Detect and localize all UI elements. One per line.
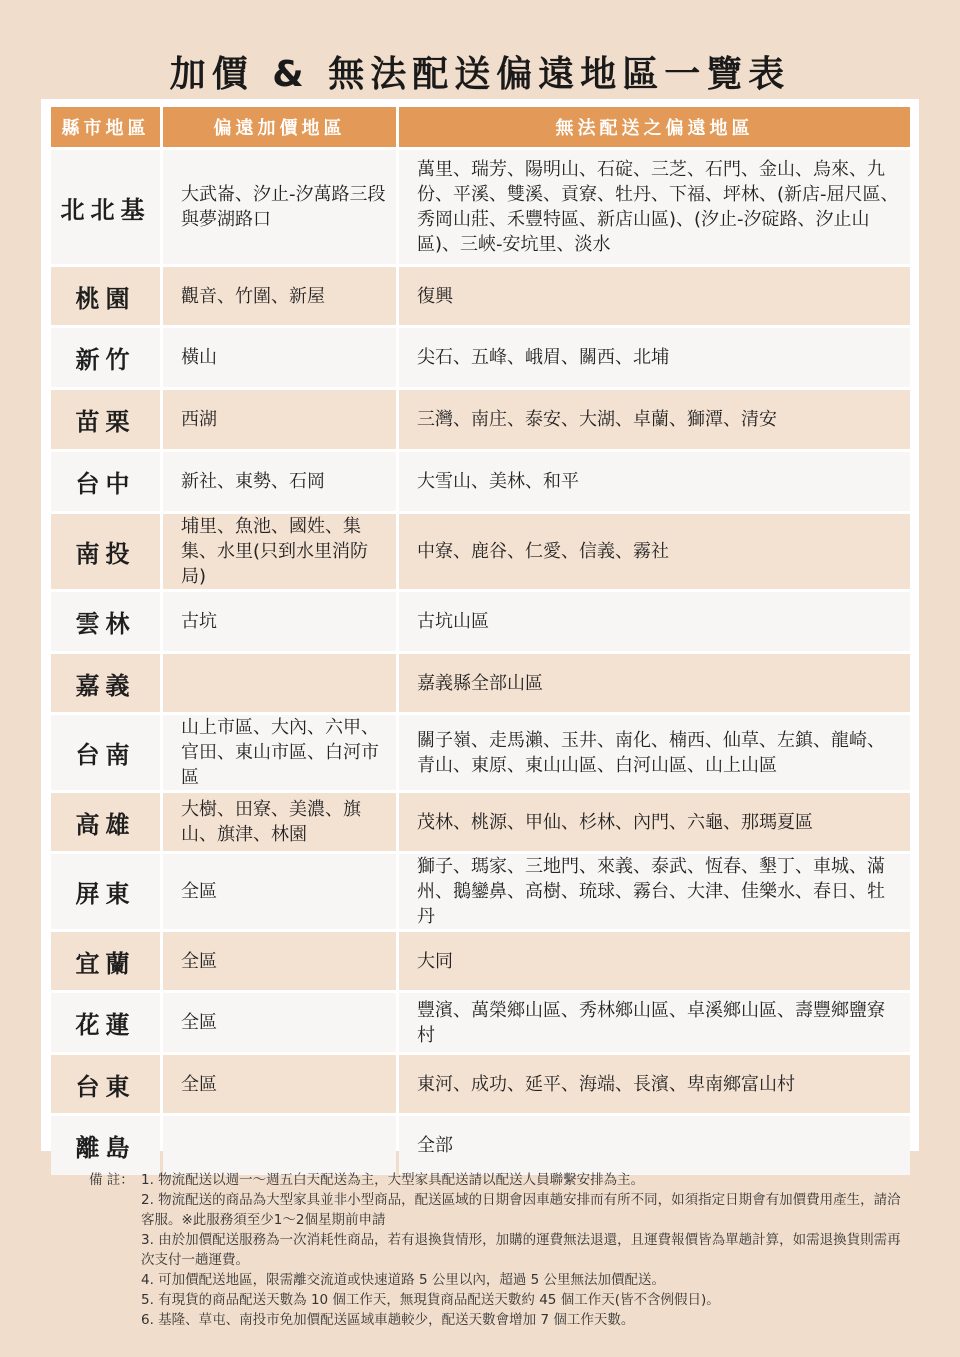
county-cell: 花蓮 (51, 993, 160, 1052)
table-row (51, 1055, 910, 1113)
no-delivery-cell: 關子嶺、走馬瀨、玉井、南化、楠西、仙草、左鎮、龍崎、青山、東原、東山山區、白河山區、山上山區 (399, 715, 910, 790)
county-cell: 台南 (51, 715, 160, 790)
no-delivery-cell: 嘉義縣全部山區 (399, 654, 910, 712)
table-row (51, 715, 910, 790)
table-row (51, 267, 910, 325)
table-row (51, 150, 910, 264)
no-delivery-cell: 古坑山區 (399, 592, 910, 651)
county-cell: 新竹 (51, 328, 160, 387)
county-cell: 北北基 (51, 150, 160, 264)
note-item: 6. 基隆、草屯、南投市免加價配送區域車趟較少，配送天數會增加 7 個工作天數。 (141, 1312, 635, 1328)
surcharge-cell: 大樹、田寮、美濃、旗山、旗津、林園 (163, 793, 396, 851)
header-surcharge: 偏遠加價地區 (163, 107, 396, 147)
county-cell: 苗栗 (51, 390, 160, 449)
table-row (51, 932, 910, 990)
county-cell: 南投 (51, 514, 160, 589)
table-row (51, 514, 910, 589)
no-delivery-cell: 復興 (399, 267, 910, 325)
note-item: 2. 物流配送的商品為大型家具並非小型商品，配送區域的日期會因車趟安排而有所不同，如須指定日期會有加價費用產生，請洽客服。※此服務須至少1～2個星期前申請 (141, 1192, 901, 1228)
surcharge-cell: 全區 (163, 1055, 396, 1113)
table-row (51, 1116, 910, 1175)
surcharge-cell (163, 1116, 396, 1175)
notes-list (141, 1170, 911, 1330)
no-delivery-cell: 茂林、桃源、甲仙、杉林、內門、六龜、那瑪夏區 (399, 793, 910, 851)
county-cell: 桃園 (51, 267, 160, 325)
surcharge-cell: 全區 (163, 854, 396, 929)
county-cell: 高雄 (51, 793, 160, 851)
county-cell: 離島 (51, 1116, 160, 1175)
surcharge-cell (163, 654, 396, 712)
table-row (51, 452, 910, 511)
table-row (51, 390, 910, 449)
page-title: 加價 & 無法配送偏遠地區一覽表 (169, 54, 791, 95)
no-delivery-cell: 中寮、鹿谷、仁愛、信義、霧社 (399, 514, 910, 589)
surcharge-cell: 埔里、魚池、國姓、集集、水里(只到水里消防局) (163, 514, 396, 589)
note-item: 5. 有現貨的商品配送天數為 10 個工作天，無現貨商品配送天數約 45 個工作天(皆不含例假日)。 (141, 1292, 720, 1308)
table-row (51, 592, 910, 651)
surcharge-cell: 全區 (163, 932, 396, 990)
county-cell: 雲林 (51, 592, 160, 651)
county-cell: 台中 (51, 452, 160, 511)
county-cell: 嘉義 (51, 654, 160, 712)
no-delivery-cell: 全部 (399, 1116, 910, 1175)
county-cell: 屏東 (51, 854, 160, 929)
no-delivery-cell: 豐濱、萬榮鄉山區、秀林鄉山區、卓溪鄉山區、壽豐鄉鹽寮村 (399, 993, 910, 1052)
table-panel (41, 99, 919, 1162)
note-item: 1. 物流配送以週一～週五白天配送為主，大型家具配送請以配送人員聯繫安排為主。 (141, 1172, 645, 1188)
surcharge-cell: 西湖 (163, 390, 396, 449)
surcharge-cell: 大武崙、汐止-汐萬路三段與夢湖路口 (163, 150, 396, 264)
notes-label: 備 註： (89, 1172, 134, 1188)
note-item: 4. 可加價配送地區，限需離交流道或快速道路 5 公里以內，超過 5 公里無法加價配送。 (141, 1272, 666, 1288)
surcharge-cell: 山上市區、大內、六甲、官田、東山市區、白河市區 (163, 715, 396, 790)
surcharge-cell: 古坑 (163, 592, 396, 651)
table-header-row (51, 107, 910, 147)
no-delivery-cell: 尖石、五峰、峨眉、關西、北埔 (399, 328, 910, 387)
header-county: 縣市地區 (51, 107, 160, 147)
no-delivery-cell: 獅子、瑪家、三地門、來義、泰武、恆春、墾丁、車城、滿州、鵝鑾鼻、高樹、琉球、霧台、大津、佳樂水、春日、牡丹 (399, 854, 910, 929)
no-delivery-cell: 三灣、南庄、泰安、大湖、卓蘭、獅潭、清安 (399, 390, 910, 449)
no-delivery-cell: 大同 (399, 932, 910, 990)
no-delivery-cell: 東河、成功、延平、海端、長濱、卑南鄉富山村 (399, 1055, 910, 1113)
county-cell: 宜蘭 (51, 932, 160, 990)
note-item: 3. 由於加價配送服務為一次消耗性商品，若有退換貨情形，加購的運費無法退還，且運費報價皆為單趟計算，如需退換貨則需再次支付一趟運費。 (141, 1232, 901, 1268)
no-delivery-cell: 萬里、瑞芳、陽明山、石碇、三芝、石門、金山、烏來、九份、平溪、雙溪、貢寮、牡丹、下福、坪林、(新店-屈尺區、秀岡山莊、禾豐特區、新店山區)、(汐止-汐碇路、汐止山區)、三峽-安坑里、淡水 (399, 150, 910, 264)
surcharge-cell: 全區 (163, 993, 396, 1052)
table-row (51, 793, 910, 851)
county-cell: 台東 (51, 1055, 160, 1113)
table-row (51, 328, 910, 387)
table-row (51, 854, 910, 929)
header-no-delivery: 無法配送之偏遠地區 (399, 107, 910, 147)
delivery-table (48, 104, 913, 1178)
surcharge-cell: 橫山 (163, 328, 396, 387)
surcharge-cell: 觀音、竹圍、新屋 (163, 267, 396, 325)
surcharge-cell: 新社、東勢、石岡 (163, 452, 396, 511)
table-row (51, 654, 910, 712)
no-delivery-cell: 大雪山、美林、和平 (399, 452, 910, 511)
table-row (51, 993, 910, 1052)
